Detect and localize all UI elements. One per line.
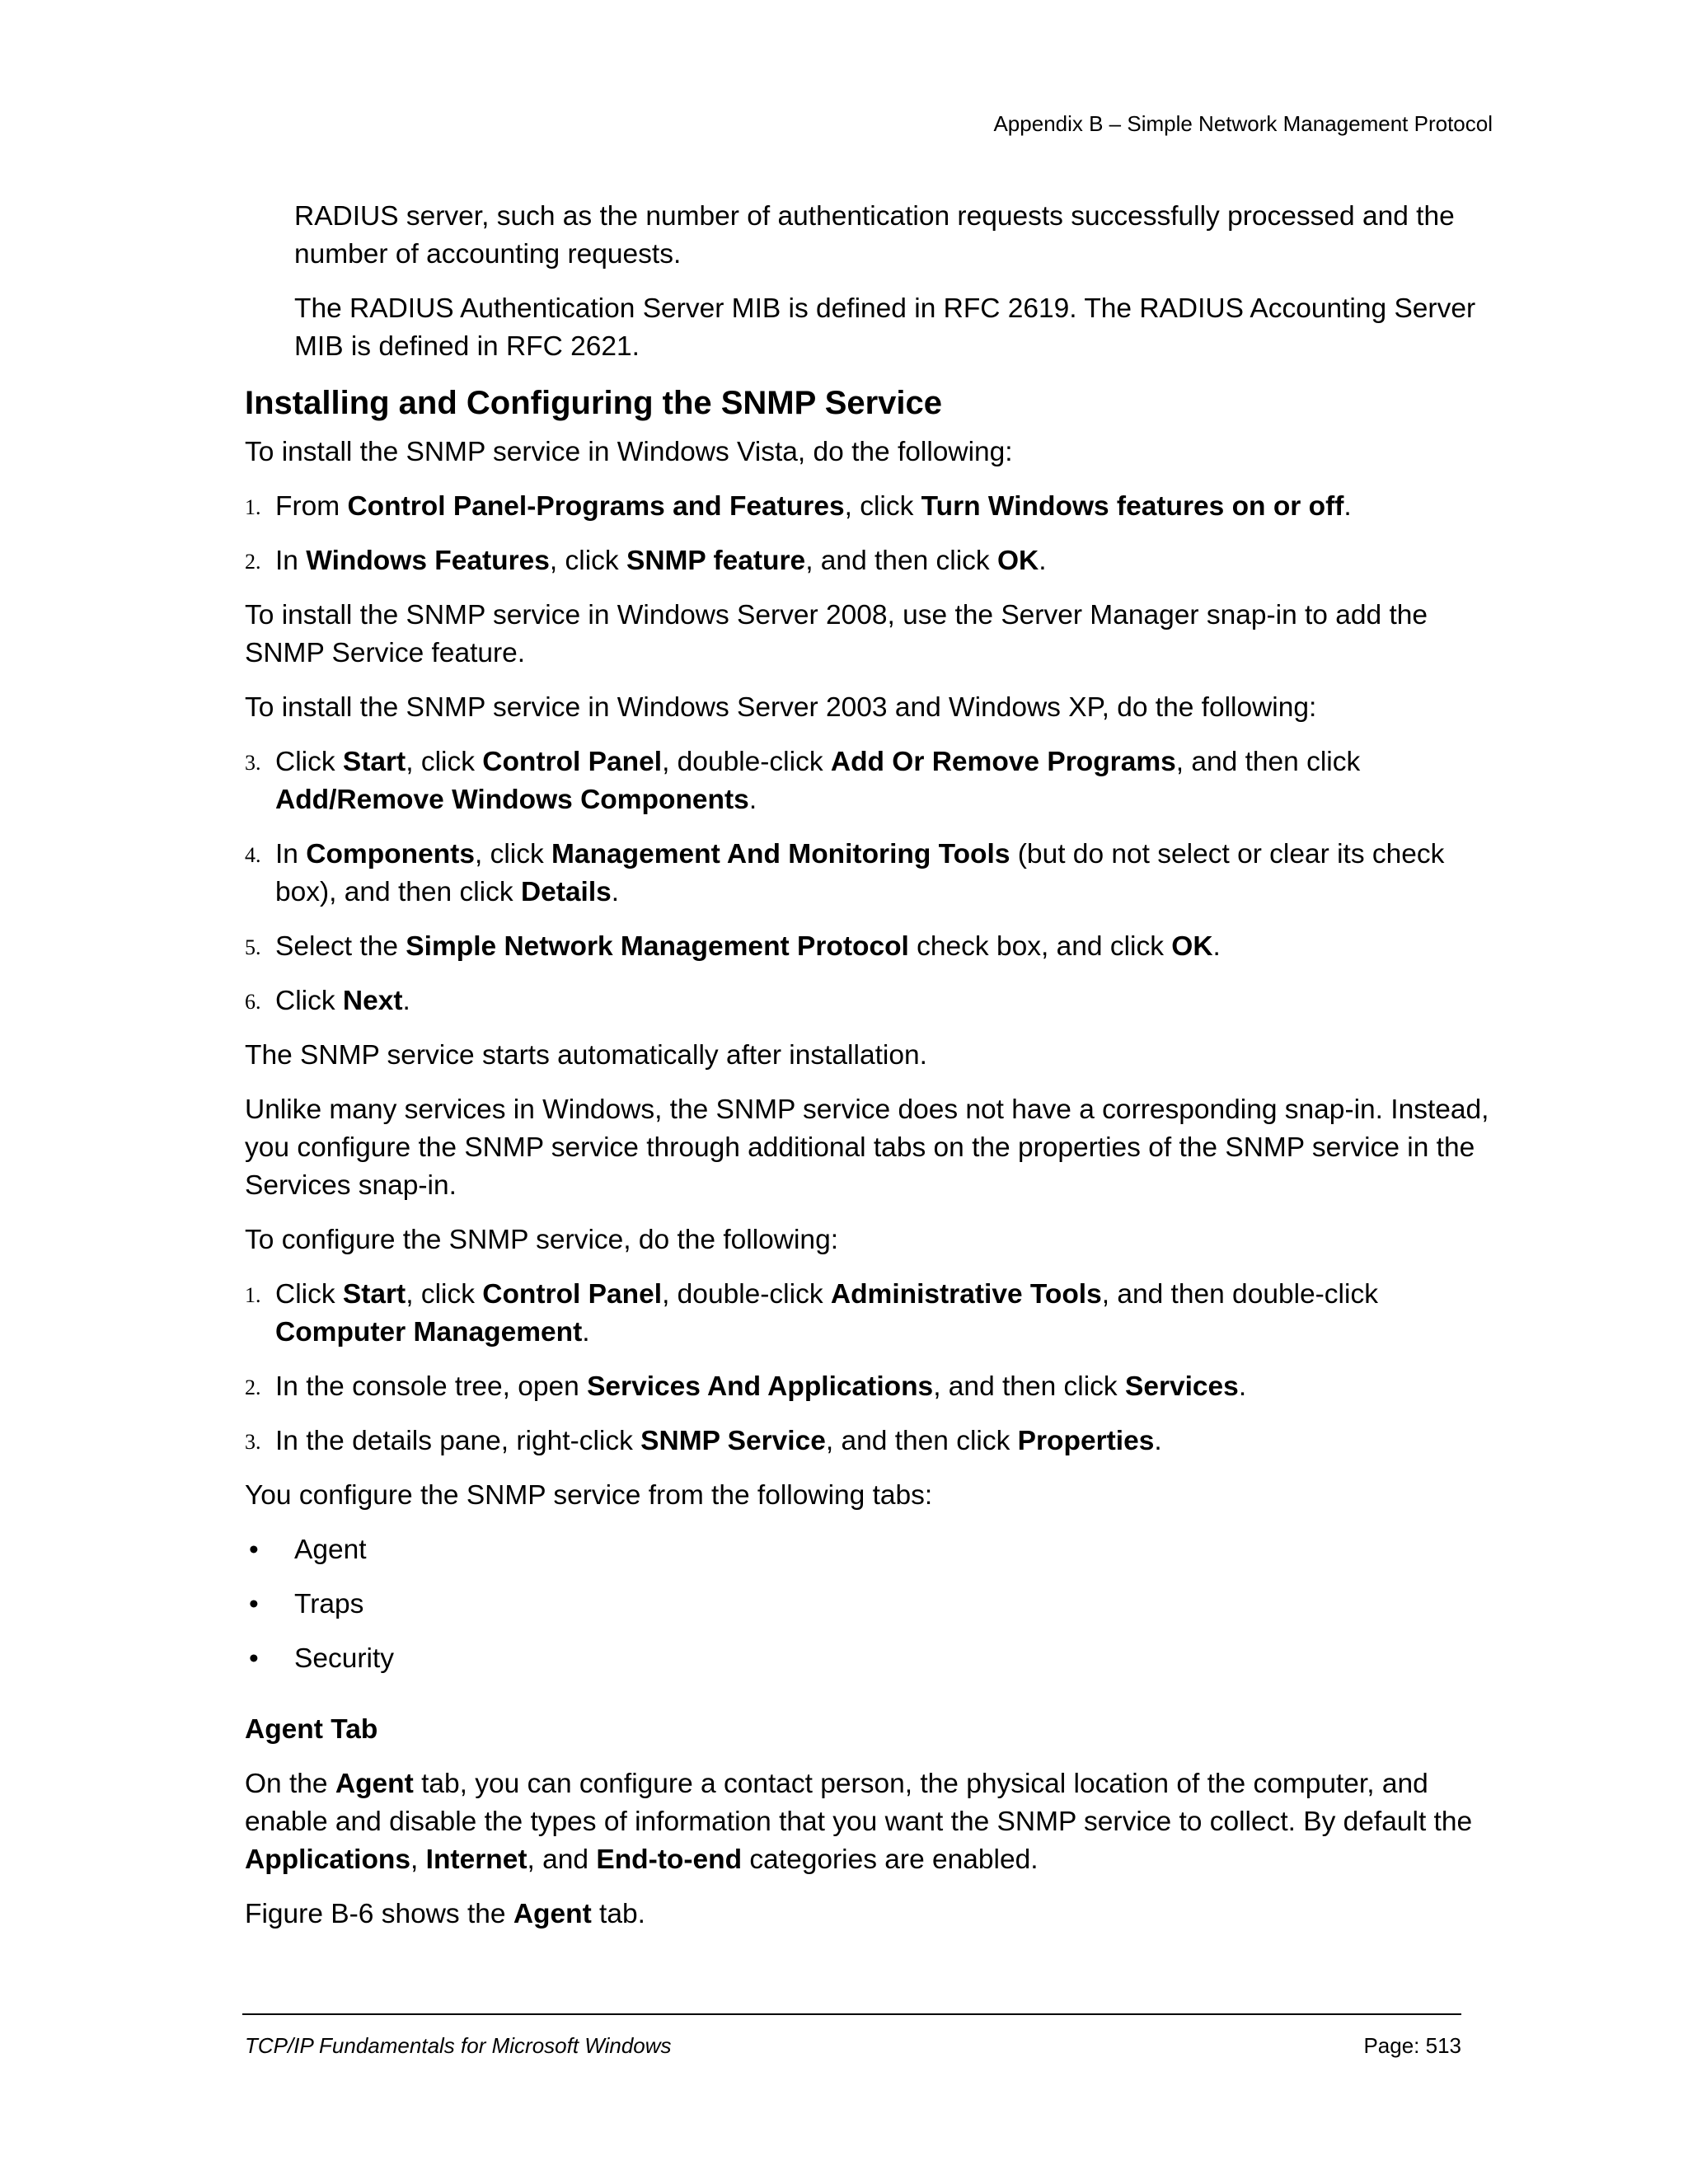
step-text: check box, and click bbox=[908, 931, 1172, 962]
ui-term: Control Panel-Programs and Features bbox=[347, 491, 845, 522]
ui-term: SNMP feature bbox=[626, 546, 806, 576]
ui-term: Start bbox=[342, 747, 406, 777]
step-text: Click bbox=[275, 747, 343, 777]
footer-page-number: Page: 513 bbox=[1363, 2033, 1461, 2058]
list-item bbox=[245, 1586, 1502, 1624]
list-item bbox=[245, 928, 1502, 966]
paragraph-text: , and bbox=[527, 1844, 597, 1875]
list-item bbox=[245, 836, 1502, 912]
configure-steps bbox=[245, 1276, 1502, 1460]
ui-term: Control Panel bbox=[482, 1279, 663, 1310]
paragraph-text: , bbox=[410, 1844, 426, 1875]
step-text: , and then click bbox=[805, 546, 997, 576]
ui-term: Windows Features bbox=[306, 546, 550, 576]
step-text: , click bbox=[474, 839, 552, 869]
step-number: 3. bbox=[245, 751, 261, 775]
step-text: . bbox=[611, 877, 620, 907]
step-text: , and then click bbox=[933, 1371, 1125, 1402]
figure-reference bbox=[245, 1896, 1502, 1933]
list-item bbox=[245, 1422, 1502, 1460]
list-item bbox=[245, 743, 1502, 819]
xp-steps bbox=[245, 743, 1502, 1020]
step-number: 2. bbox=[245, 1376, 261, 1399]
step-text: . bbox=[1238, 1371, 1247, 1402]
subsection-heading: Agent Tab bbox=[245, 1714, 378, 1745]
ui-term: Computer Management bbox=[275, 1317, 583, 1347]
paragraph-text: tab. bbox=[591, 1899, 645, 1929]
paragraph-text: categories are enabled. bbox=[742, 1844, 1039, 1875]
ui-term: SNMP Service bbox=[640, 1426, 826, 1456]
ui-term: Start bbox=[342, 1279, 406, 1310]
list-item bbox=[245, 488, 1502, 526]
ui-term: End-to-end bbox=[596, 1844, 743, 1875]
vista-steps bbox=[245, 488, 1502, 580]
list-item bbox=[245, 542, 1502, 580]
ui-term: Applications bbox=[245, 1844, 411, 1875]
tab-name: Security bbox=[294, 1643, 395, 1674]
step-text: , click bbox=[406, 747, 483, 777]
step-text: . bbox=[1039, 546, 1047, 576]
ui-term: Control Panel bbox=[482, 747, 663, 777]
step-text: , click bbox=[406, 1279, 483, 1310]
tab-name: Agent bbox=[294, 1535, 367, 1565]
paragraph-text: Figure B-6 shows the bbox=[245, 1899, 513, 1929]
ui-term: Agent bbox=[335, 1769, 414, 1799]
step-text: In the console tree, open bbox=[275, 1371, 588, 1402]
step-number: 5. bbox=[245, 935, 261, 959]
footer-book-title: TCP/IP Fundamentals for Microsoft Windows bbox=[245, 2033, 672, 2058]
step-text: , click bbox=[549, 546, 626, 576]
step-text: From bbox=[275, 491, 348, 522]
step-text: Select the bbox=[275, 931, 406, 962]
step-text: , double-click bbox=[662, 747, 831, 777]
step-text: (but do not select or clear its check box), and then click bbox=[275, 839, 1445, 907]
step-text: Click bbox=[275, 986, 343, 1016]
step-text: . bbox=[1212, 931, 1221, 962]
ui-term: Add/Remove Windows Components bbox=[275, 785, 749, 815]
step-text: In bbox=[275, 546, 307, 576]
step-text: In the details pane, right-click bbox=[275, 1426, 641, 1456]
ui-term: Components bbox=[306, 839, 475, 869]
ui-term: Next bbox=[342, 986, 403, 1016]
vista-intro: To install the SNMP service in Windows Vista, do the following: bbox=[245, 437, 1013, 467]
step-number: 4. bbox=[245, 843, 261, 867]
step-text: , click bbox=[844, 491, 921, 522]
configure-intro: To configure the SNMP service, do the following: bbox=[245, 1225, 839, 1255]
ui-term: Properties bbox=[1017, 1426, 1155, 1456]
step-text: . bbox=[402, 986, 410, 1016]
ui-term: Add Or Remove Programs bbox=[830, 747, 1176, 777]
step-text: Click bbox=[275, 1279, 343, 1310]
step-text: . bbox=[1343, 491, 1352, 522]
ui-term: Services And Applications bbox=[587, 1371, 934, 1402]
step-text: . bbox=[582, 1317, 590, 1347]
list-item bbox=[245, 1531, 1502, 1569]
paragraph-text: tab, you can configure a contact person, the physical location of the computer, and enable and disable the types of information that you want the SNMP service to collect. By default the bbox=[245, 1769, 1473, 1837]
list-item bbox=[245, 982, 1502, 1020]
xp-intro: To install the SNMP service in Windows Server 2003 and Windows XP, do the following: bbox=[245, 692, 1317, 723]
step-text: , and then double-click bbox=[1101, 1279, 1378, 1310]
intro-paragraph-1: RADIUS server, such as the number of authentication requests successfully processed and the number of accounting requests. bbox=[294, 201, 1455, 269]
running-header: Appendix B – Simple Network Management Protocol bbox=[993, 111, 1493, 136]
server2008-paragraph: To install the SNMP service in Windows Server 2008, use the Server Manager snap-in to add the SNMP Service feature. bbox=[245, 600, 1428, 668]
tab-name: Traps bbox=[294, 1589, 364, 1619]
ui-term: Turn Windows features on or off bbox=[921, 491, 1344, 522]
starts-automatically-paragraph: The SNMP service starts automatically after installation. bbox=[245, 1040, 927, 1071]
step-number: 3. bbox=[245, 1430, 261, 1454]
ui-term: Agent bbox=[513, 1899, 592, 1929]
step-text: , double-click bbox=[662, 1279, 831, 1310]
unlike-paragraph: Unlike many services in Windows, the SNMP service does not have a corresponding snap-in. Instead, you configure the SNMP service through additional tabs on the properties of the SNMP service in the Services snap-in. bbox=[245, 1094, 1489, 1201]
step-number: 1. bbox=[245, 495, 261, 519]
tabs-list bbox=[245, 1531, 1502, 1678]
ui-term: Management And Monitoring Tools bbox=[551, 839, 1010, 869]
ui-term: OK bbox=[1171, 931, 1213, 962]
step-number: 1. bbox=[245, 1283, 261, 1307]
intro-paragraph-2: The RADIUS Authentication Server MIB is defined in RFC 2619. The RADIUS Accounting Server MIB is defined in RFC 2621. bbox=[294, 293, 1476, 362]
bullet-icon: • bbox=[249, 1535, 259, 1565]
footer-divider bbox=[242, 2013, 1461, 2015]
step-number: 2. bbox=[245, 550, 261, 574]
ui-term: Administrative Tools bbox=[830, 1279, 1102, 1310]
step-text: , and then click bbox=[1175, 747, 1361, 777]
ui-term: Simple Network Management Protocol bbox=[406, 931, 909, 962]
list-item bbox=[245, 1640, 1502, 1678]
ui-term: OK bbox=[996, 546, 1039, 576]
ui-term: Internet bbox=[425, 1844, 528, 1875]
tabs-intro: You configure the SNMP service from the following tabs: bbox=[245, 1480, 933, 1511]
section-heading: Installing and Configuring the SNMP Service bbox=[245, 385, 943, 421]
step-text: . bbox=[1154, 1426, 1162, 1456]
step-text: In bbox=[275, 839, 307, 869]
bullet-icon: • bbox=[249, 1643, 259, 1674]
step-text: , and then click bbox=[825, 1426, 1018, 1456]
list-item bbox=[245, 1276, 1502, 1352]
ui-term: Details bbox=[520, 877, 612, 907]
paragraph-text: On the bbox=[245, 1769, 335, 1799]
agent-paragraph bbox=[245, 1765, 1502, 1879]
step-text: . bbox=[748, 785, 757, 815]
list-item bbox=[245, 1368, 1502, 1406]
ui-term: Services bbox=[1124, 1371, 1239, 1402]
step-number: 6. bbox=[245, 990, 261, 1014]
bullet-icon: • bbox=[249, 1589, 259, 1619]
page-content bbox=[245, 198, 1502, 1950]
